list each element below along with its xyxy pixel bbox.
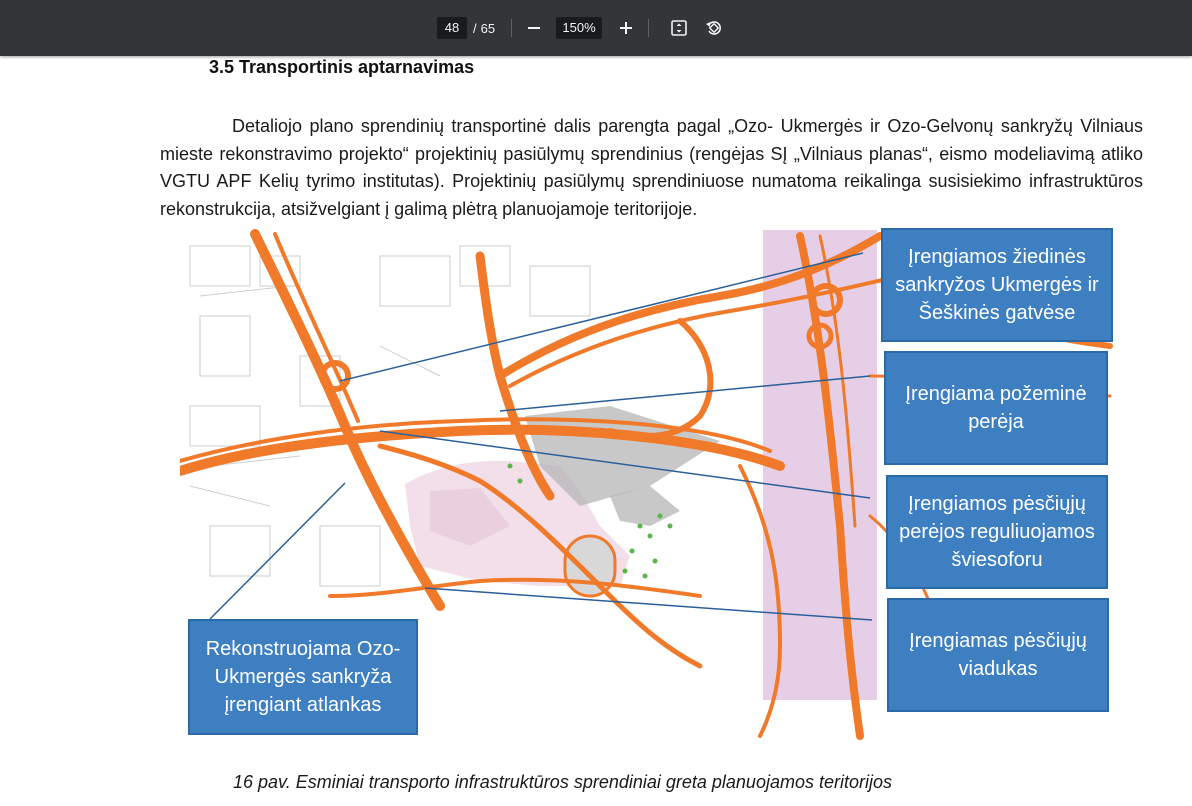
rotate-button[interactable] [702, 16, 726, 40]
zoom-out-icon [527, 21, 541, 35]
page-separator: / [473, 20, 477, 36]
page-total: 65 [480, 20, 496, 36]
callout-intersection: Rekonstruojama Ozo-Ukmergės sankryža įrengiant atlankas [188, 619, 418, 735]
transport-map-figure [180, 226, 1115, 741]
page-number-input[interactable]: 48 [437, 17, 467, 39]
callout-pedestrian-crossings: Įrengiamos pėsčiųjų perėjos reguliuojamos šviesoforu [886, 475, 1108, 589]
callout-underpass: Įrengiama požeminė perėja [884, 351, 1108, 465]
pdf-toolbar [0, 0, 1192, 56]
rotate-icon [704, 18, 724, 38]
callout-roundabouts: Įrengiamos žiedinės sankryžos Ukmergės ir Šeškinės gatvėse [881, 228, 1113, 342]
zoom-out-button[interactable] [522, 16, 546, 40]
figure-caption: 16 pav. Esminiai transporto infrastruktūros sprendiniai greta planuojamos teritorijos [233, 772, 892, 792]
zoom-in-icon [619, 21, 633, 35]
zoom-in-button[interactable] [614, 16, 638, 40]
zoom-level-input[interactable]: 150% [556, 17, 602, 39]
body-paragraph: Detaliojo plano sprendinių transportinė dalis parengta pagal „Ozo- Ukmergės ir Ozo-Gelvonų sankryžų Vilniaus mieste rekonstravimo projekto“ projektinių pasiūlymų sprendinius (rengėjas SĮ „Vilniaus planas“, eismo modeliavimą atliko VGTU APF Kelių tyrimo institutas). Projektinių pasiūlymų sprendiniuose numatoma reikalinga susisiekimo infrastruktūros rekonstrukcija, atsižvelgiant į galimą plėtrą planuojamoje teritorijoje. [160, 116, 1143, 219]
callout-pedestrian-viaduct: Įrengiamas pėsčiųjų viadukas [887, 598, 1109, 712]
toolbar-divider [511, 19, 512, 37]
section-heading: 3.5 Transportinis aptarnavimas [209, 57, 475, 77]
fit-page-icon [670, 19, 688, 37]
toolbar-divider [648, 19, 649, 37]
page-indicator [437, 16, 495, 40]
fit-page-button[interactable] [667, 16, 691, 40]
